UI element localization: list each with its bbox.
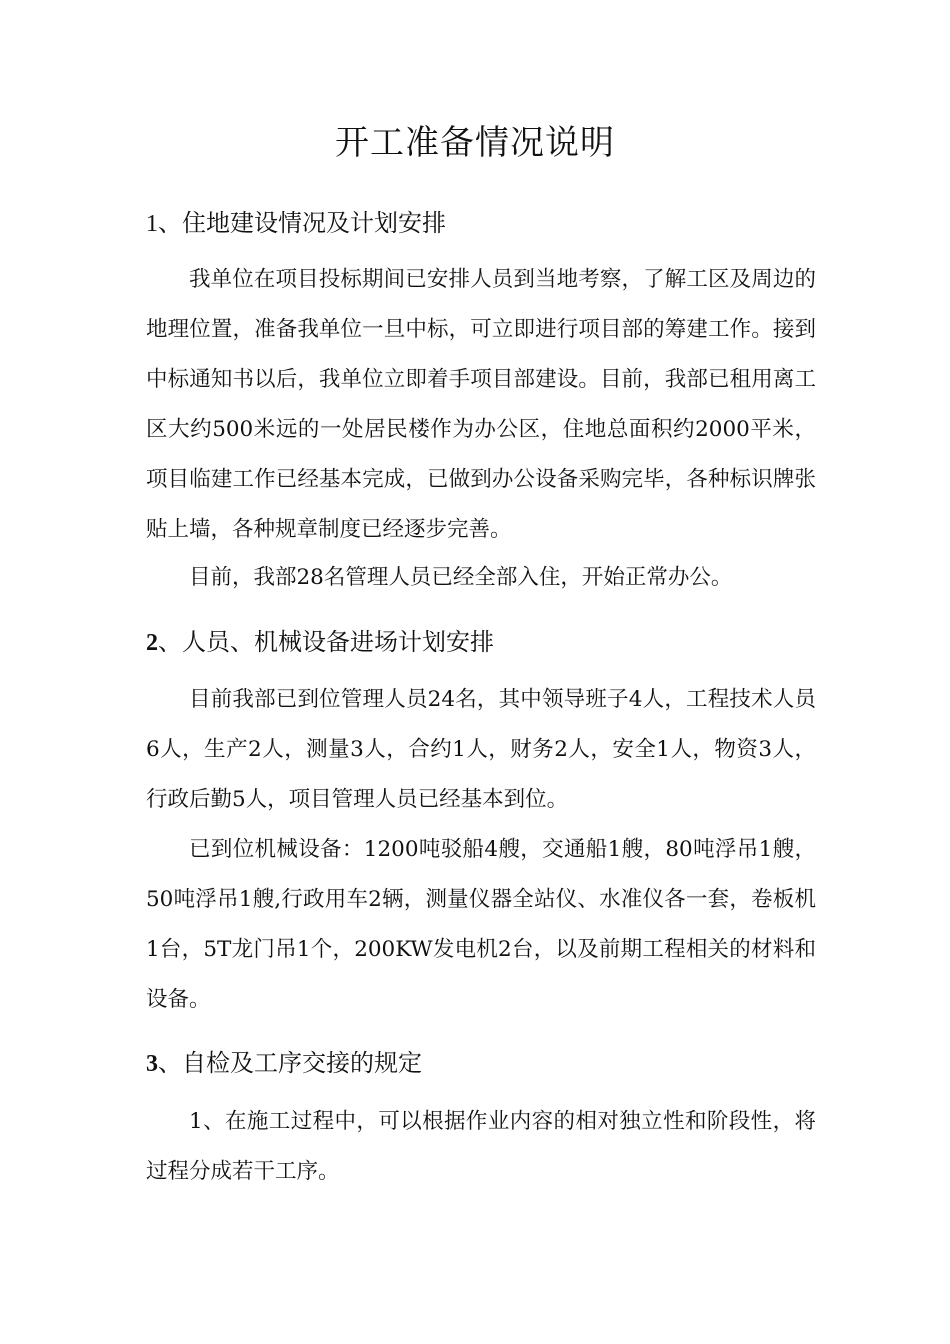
section-3-title: 、自检及工序交接的规定 (158, 1049, 422, 1077)
section-1-heading (146, 205, 816, 242)
section-2-paragraph-2: 已到位机械设备：1200吨驳船4艘，交通船1艘，80吨浮吊1艘，50吨浮吊1艘,行政用车2辆，测量仪器全站仪、水准仪各一套，卷板机1台，5T龙门吊1个，200KW发电机2台，以及前期工程相关的材料和设备。 (146, 837, 816, 1012)
section-2-paragraph-1: 目前我部已到位管理人员24名，其中领导班子4人，工程技术人员6人，生产2人，测量3人，合约1人，财务2人，安全1人，物资3人，行政后勤5人，项目管理人员已经基本到位。 (146, 687, 816, 812)
section-3-number: 3 (146, 1051, 158, 1077)
section-3-heading (146, 1045, 816, 1082)
section-2-number: 2 (146, 630, 158, 656)
document-title: 开工准备情况说明 (335, 123, 615, 163)
section-2-heading (146, 624, 816, 661)
section-2-title: 、人员、机械设备进场计划安排 (158, 628, 494, 656)
section-1-paragraph-2: 目前，我部28名管理人员已经全部入住，开始正常办公。 (189, 565, 733, 590)
section-1-paragraph-1: 我单位在项目投标期间已安排人员到当地考察，了解工区及周边的地理位置，准备我单位一旦中标，可立即进行项目部的筹建工作。接到中标通知书以后，我单位立即着手项目部建设。目前，我部已租用离工区大约500米远的一处居民楼作为办公区，住地总面积约2000平米，项目临建工作已经基本完成，已做到办公设备采购完毕，各种标识牌张贴上墙，各种规章制度已经逐步完善。 (146, 267, 816, 542)
section-3-paragraph-1: 1、在施工过程中，可以根据作业内容的相对独立性和阶段性，将过程分成若干工序。 (146, 1109, 816, 1184)
section-1-number: 1 (146, 211, 158, 237)
section-1-title: 、住地建设情况及计划安排 (158, 209, 446, 237)
